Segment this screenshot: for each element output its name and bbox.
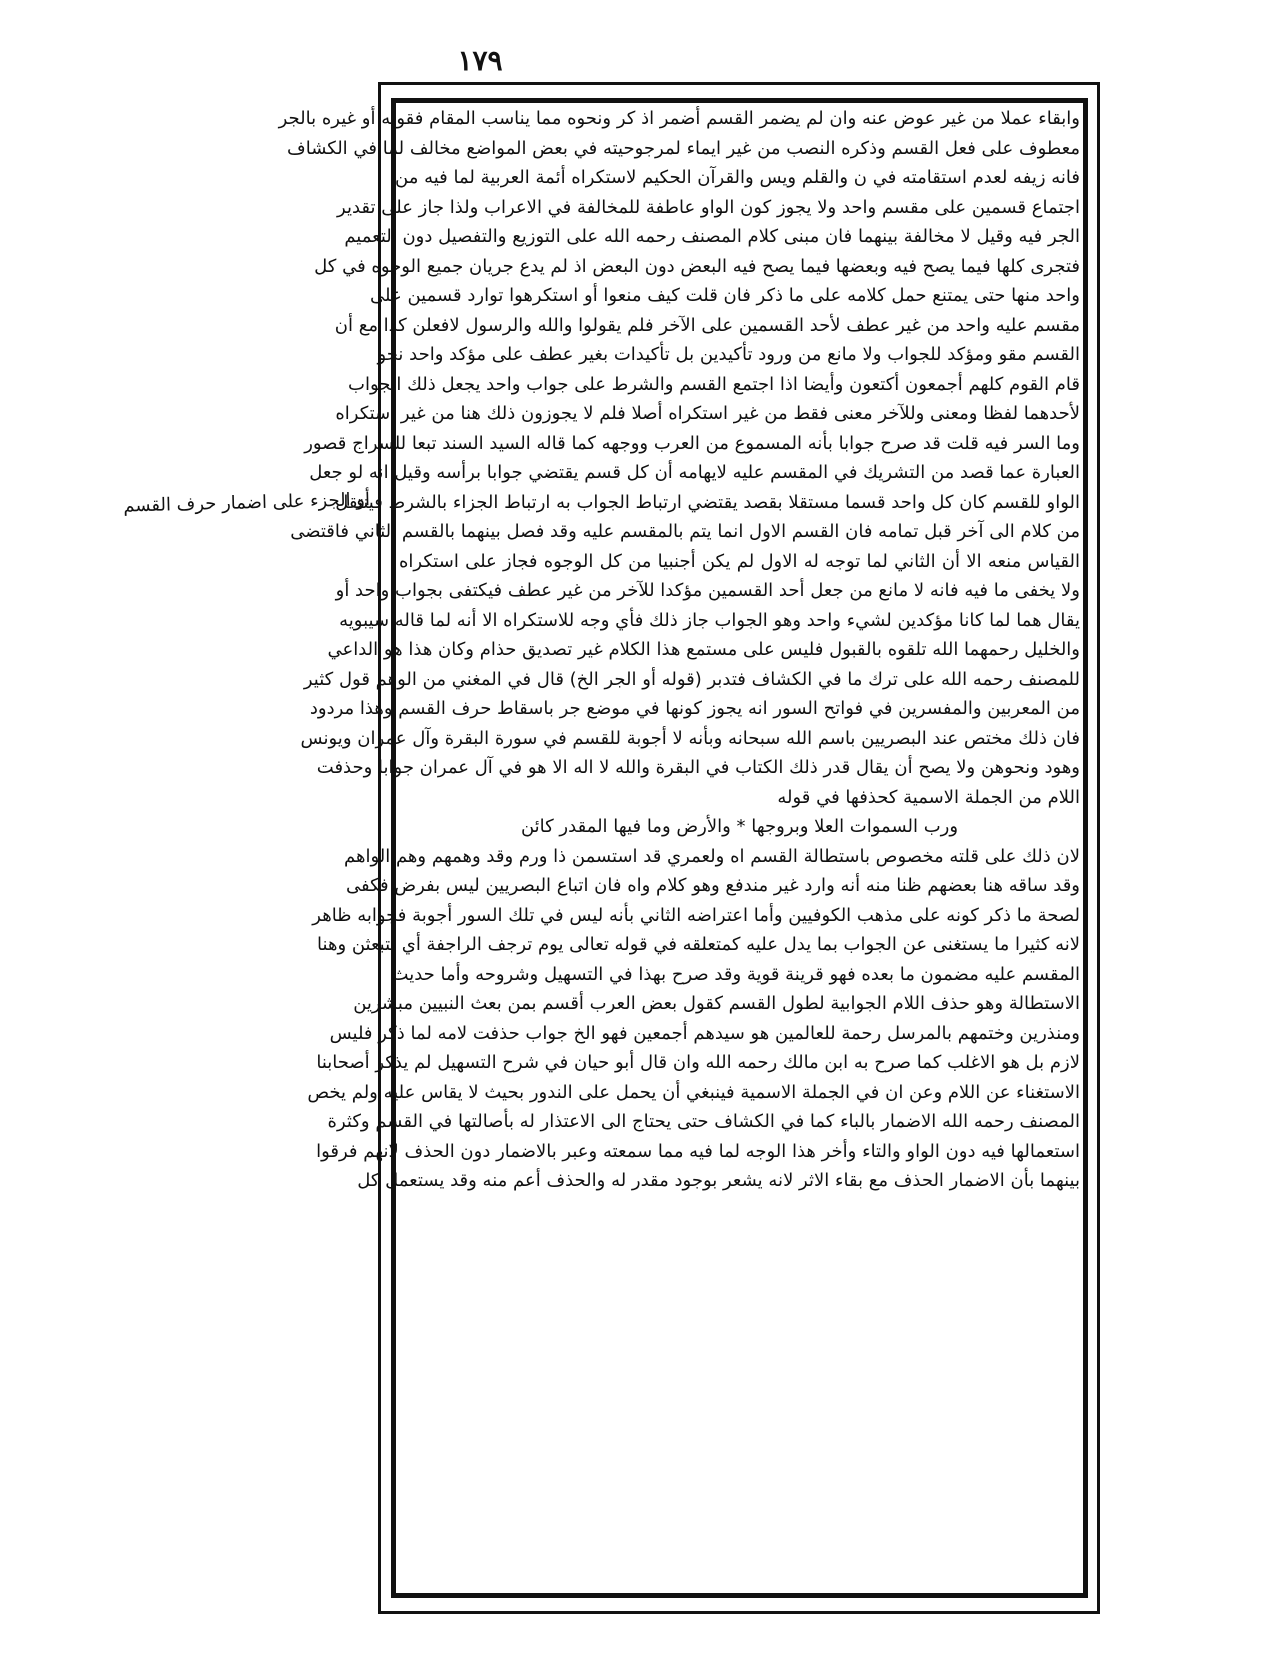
text-line: المقسم عليه مضمون ما بعده فهو قرينة قوية وقد صرح بهذا في التسهيل وشروحه وأما حديث (391, 963, 1080, 985)
text-line: الاستغناء عن اللام وعن ان في الجملة الاسمية فينبغي أن يحمل على الندور بحيث لا يقاس عليه ولم يخص (307, 1081, 1080, 1103)
text-line: المصنف رحمه الله الاضمار بالباء كما في الكشاف حتى يحتاج الى الاعتذار له بأصالتها في القسم وكثرة (327, 1111, 1080, 1132)
text-line: وقد ساقه هنا بعضهم ظنا منه أنه وارد غير مندفع وهو كلام واه فان اتباع البصريين ليس بفرض فكفى (345, 875, 1080, 896)
text-line: مقسم عليه واحد من غير عطف لأحد القسمين على الآخر فلم يقولوا والله والرسول لافعلن كذا مع أن (334, 314, 1080, 336)
text-line: لان ذلك على قلته مخصوص باستطالة القسم اه ولعمري قد استسمن ذا ورم وقد وهمهم وهم الواهم (343, 845, 1080, 867)
text-line: يقال هما لما كانا مؤكدين لشيء واحد وهو الجواب جاز ذلك فأي وجه للاستكراه الا أنه لما قاله سيبويه (339, 609, 1080, 631)
text-line: معطوف على فعل القسم وذكره النصب من غير ايماء لمرجوحيته في بعض المواضع مخالف لما في الكشاف (287, 137, 1080, 159)
text-line: من كلام الى آخر قبل تمامه فان القسم الاول انما يتم بالمقسم عليه وقد فصل بينهما بالقسم الثاني فاقتضى (290, 521, 1080, 542)
text-line: القسم مقو ومؤكد للجواب ولا مانع من ورود تأكيدين بل تأكيدات بغير عطف على مؤكد واحد نحو (377, 344, 1080, 365)
text-line: قام القوم كلهم أجمعون أكتعون وأيضا اذا اجتمع القسم والشرط على جواب واحد يجعل ذلك الجواب (348, 373, 1080, 395)
text-line: من المعربين والمفسرين في فواتح السور انه يجوز كونها في موضع جر باسقاط حرف القسم وهذا مردود (309, 698, 1080, 719)
text-line: للمصنف رحمه الله على ترك ما في الكشاف فتدبر (قوله أو الجر الخ) قال في المغني من الوهم قول كثير (303, 668, 1080, 690)
text-line: فان ذلك مختص عند البصريين باسم الله سبحانه وبأنه لا أجوبة للقسم في سورة البقرة وآل عمران ويونس (300, 727, 1080, 749)
text-line: اجتماع قسمين على مقسم واحد ولا يجوز كون الواو عاطفة للمخالفة في الاعراب ولذا جاز على تقدير (337, 196, 1080, 218)
text-line: القياس منعه الا أن الثاني لما توجه له الاول لم يكن أجنبيا من كل الوجوه فجاز على استكراه (399, 550, 1080, 572)
text-line: الواو للقسم كان كل واحد قسما مستقلا بقصد يقتضي ارتباط الجواب به ارتباط الجزاء بالشرط فينتقل (335, 491, 1080, 513)
text-line: استعمالها فيه دون الواو والتاء وأخر هذا الوجه لما فيه مما سمعته وعبر بالاضمار دون الحذف لانهم فرقوا (316, 1140, 1080, 1162)
text-line: العبارة عما قصد من التشريك في المقسم عليه لايهامه أن كل قسم يقتضي جوابا برأسه وقيل انه لو جعل (309, 462, 1080, 483)
text-line: وابقاء عملا من غير عوض عنه وان لم يضمر القسم أضمر اذ كر ونحوه مما يناسب المقام فقوله أو غيره بالجر (278, 108, 1080, 129)
text-line: لازم بل هو الاغلب كما صرح به ابن مالك رحمه الله وان قال أبو حيان في شرح التسهيل لم يذكر أصحابنا (316, 1052, 1080, 1073)
text-line: وهود ونحوهن ولا يصح أن يقال قدر ذلك الكتاب في البقرة والله لا اله الا هو في آل عمران جوابا وحذفت (316, 757, 1080, 778)
text-line: ومنذرين وختمهم بالمرسل رحمة للعالمين هو سيدهم أجمعين فهو الخ جواب حذفت لامه لما ذكر فليس (329, 1022, 1080, 1044)
margin-note: أو الجزء على اضمار حرف القسم (123, 489, 371, 517)
page-number: ١٧٩ (457, 44, 503, 77)
text-line: فتجرى كلها فيما يصح فيه وبعضها فيما يصح فيه البعض دون البعض اذ لم يدع جريان جميع الوجوه في كل (314, 255, 1080, 277)
text-line: اللام من الجملة الاسمية كحذفها في قوله (777, 786, 1080, 808)
text-line: لأحدهما لفظا ومعنى وللآخر معنى فقط من غير استكراه أصلا فلم لا يجوزون ذلك هنا من غير استكراه (335, 403, 1080, 424)
text-line: بينهما بأن الاضمار الحذف مع بقاء الاثر لانه يشعر بوجود مقدر له والحذف أعم منه وقد يستعمل كل (357, 1170, 1080, 1191)
text-line: الاستطالة وهو حذف اللام الجوابية لطول القسم كقول بعض العرب أقسم بمن بعث النبيين مبشرين (353, 993, 1080, 1014)
main-text-block (278, 104, 1080, 1592)
text-line: لانه كثيرا ما يستغنى عن الجواب بما يدل عليه كمتعلقه في قوله تعالى يوم ترجف الراجفة أي لتبعثن وهنا (317, 934, 1080, 955)
text-line: والخليل رحمهما الله تلقوه بالقبول فليس على مستمع هذا الكلام غير تصديق حذام وكان هذا هو الداعي (327, 639, 1080, 660)
text-line: لصحة ما ذكر كونه على مذهب الكوفيين وأما اعتراضه الثاني بأنه ليس في تلك السور أجوبة فجوابه ظاهر (312, 904, 1080, 926)
text-line: وما السر فيه قلت قد صرح جوابا بأنه المسموع من العرب ووجهه كما قاله السيد السند تبعا للسراج قصور (304, 432, 1080, 454)
text-line: فانه زيفه لعدم استقامته في ن والقلم ويس والقرآن الحكيم لاستكراه أئمة العربية لما فيه من (395, 167, 1080, 188)
text-line: واحد منها حتى يمتنع حمل كلامه على ما ذكر فان قلت كيف منعوا أو استكرهوا توارد قسمين على (370, 285, 1080, 306)
text-line: ولا يخفى ما فيه فانه لا مانع من جعل أحد القسمين مؤكدا للآخر من غير عطف فيكتفى بجواب واحد أو (335, 580, 1080, 601)
text-line: الجر فيه وقيل لا مخالفة بينهما فان مبنى كلام المصنف رحمه الله على التوزيع والتفصيل دون التعميم (344, 226, 1080, 247)
verse-line: ورب السموات العلا وبروجها * والأرض وما فيها المقدر كائن (520, 816, 959, 837)
